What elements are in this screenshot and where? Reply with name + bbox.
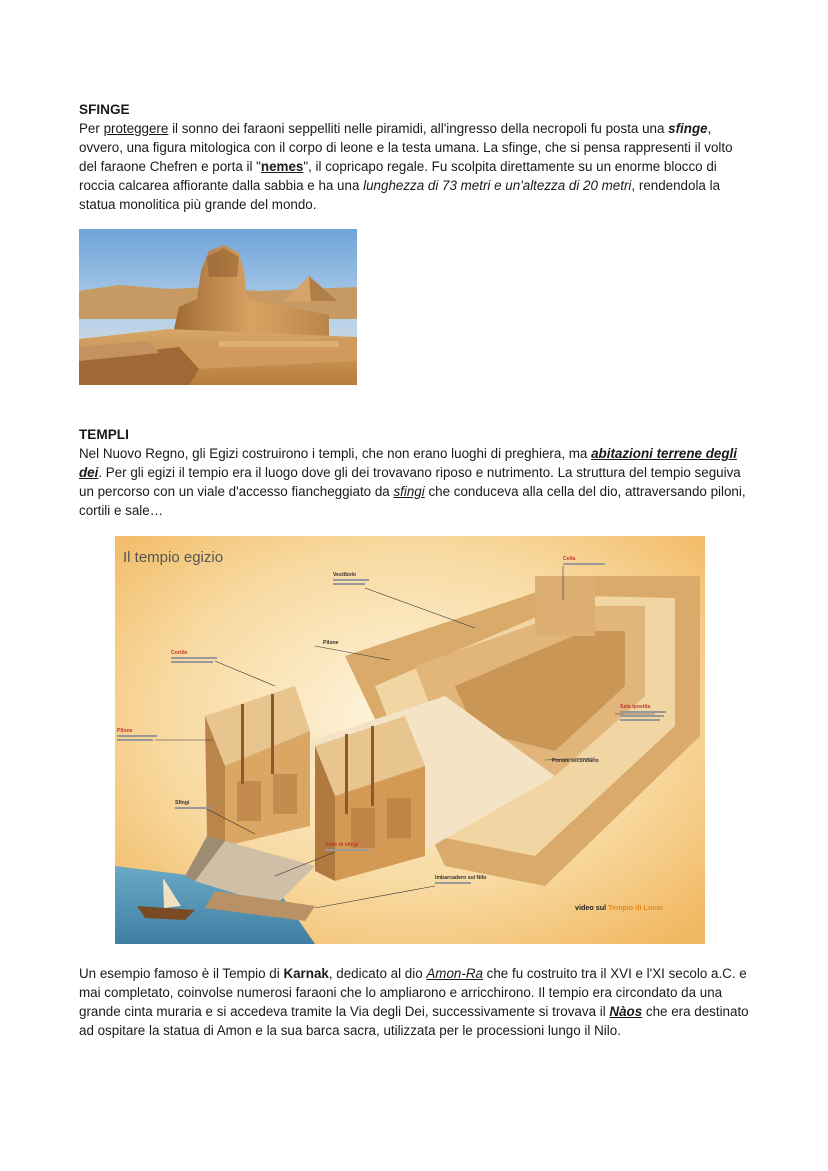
section-title-sfinge: SFINGE [79, 102, 130, 117]
label-sfingi: Sfingi [175, 800, 190, 806]
text-run: . Per gli egizi il tempio era il luogo dove gli dei trovavano riposo e nutrimento. La struttura del tempio seguiva un percorso con un viale d'accesso fiancheggiato da [79, 465, 741, 499]
video-link-luxor[interactable]: Tempio di Luxor [608, 903, 664, 912]
link-sfingi[interactable]: sfingi [393, 484, 425, 499]
paragraph-sfinge [79, 119, 751, 214]
text-run: , dedicato al dio [328, 966, 427, 981]
label-pilone-top: Pilone [323, 640, 339, 646]
link-amon-ra[interactable]: Amon-Ra [426, 966, 483, 981]
text-run: Nel Nuovo Regno, gli Egizi costruirono i templi, che non erano luoghi di preghiera, ma [79, 446, 592, 461]
text-run: Un esempio famoso è il Tempio di [79, 966, 284, 981]
sphinx-photo [79, 229, 357, 385]
text-run: che fu costruito tra il XVI e l'XI secolo a.C. e mai completato, coinvolse numerosi faraoni che lo ampliarono e arricchirono. Il tempio era circondato da una grande cinta muraria e si accedeva tramite la Via degli Dei, successivamente si trovava il [79, 966, 747, 1019]
temple-diagram [115, 536, 705, 944]
diagram-title: Il tempio egizio [123, 549, 224, 566]
label-pilone: Pilone [117, 728, 133, 734]
link-naos[interactable]: Nàos [609, 1004, 643, 1019]
video-caption [575, 903, 664, 912]
text-run: Per [79, 121, 104, 136]
label-cortile: Cortile [171, 650, 188, 656]
link-abitazioni[interactable]: abitazioni terrene degli dei [79, 446, 737, 480]
text-run: ", il copricapo regale. Fu scolpita direttamente su un enorme blocco di roccia calcarea affiorante dalla sabbia e ha una [79, 159, 717, 193]
label-cella: Cella [563, 556, 576, 562]
link-nemes[interactable]: nemes [260, 159, 304, 174]
emphasis-sfinge: sfinge [668, 121, 708, 136]
paragraph-karnak [79, 964, 751, 1040]
label-viale: Viale di sfingi [325, 842, 359, 848]
label-imbarcadero: Imbarcadero sul Nilo [435, 875, 487, 881]
video-prefix: video sul [575, 903, 609, 912]
label-portale: Portale secondario [552, 758, 599, 764]
section-sfinge [79, 100, 751, 214]
text-run: che era destinato ad ospitare la statua di Amon e la sua barca sacra, utilizzata per le processioni lungo il Nilo. [79, 1004, 749, 1038]
text-run: , rendendola la statua monolitica più grande del mondo. [79, 178, 721, 212]
section-title-templi: TEMPLI [79, 427, 129, 442]
section-karnak [79, 964, 751, 1040]
label-vestibolo: Vestibolo [333, 572, 357, 578]
emphasis-dimensions: lunghezza di 73 metri e un'altezza di 20 metri [363, 178, 632, 193]
section-templi [79, 425, 751, 520]
paragraph-templi [79, 444, 751, 520]
text-run: il sonno dei faraoni seppelliti nelle piramidi, all'ingresso della necropoli fu posta una [168, 121, 669, 136]
text-run: che conduceva alla cella del dio, attraversando piloni, cortili e sale… [79, 484, 746, 518]
label-sala-ipostila: Sala ipostila [620, 704, 651, 710]
emphasis-karnak: Karnak [283, 966, 329, 981]
text-run: , ovvero, una figura mitologica con il corpo di leone e la testa umana. La sfinge, che si pensa rappresenti il volto del faraone Chefren e porta il " [79, 121, 733, 174]
link-proteggere[interactable]: proteggere [103, 121, 169, 136]
